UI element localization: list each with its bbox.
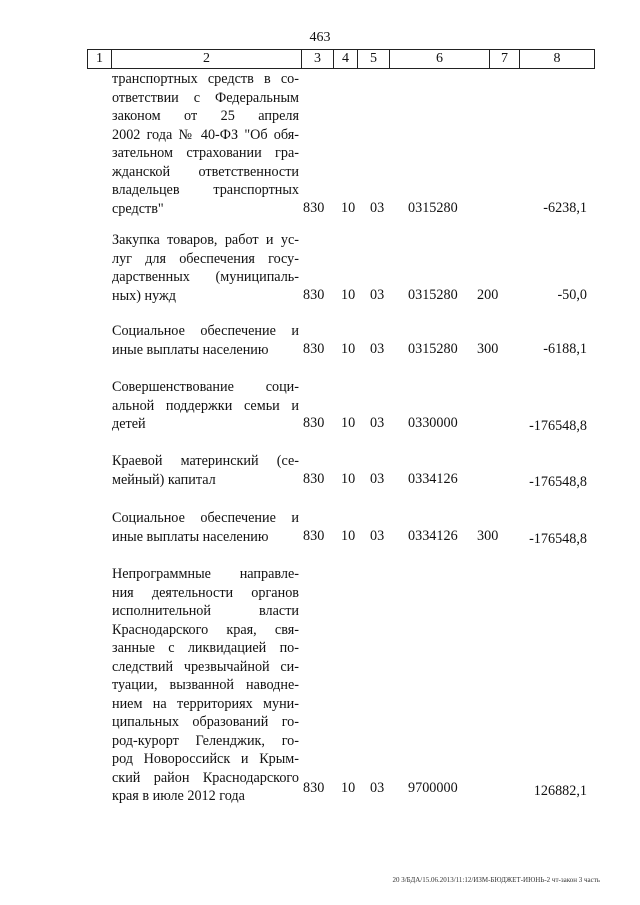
row-subsection-code: 10 — [341, 287, 356, 303]
header-col-6: 6 — [390, 50, 490, 68]
row-section-code: 830 — [303, 471, 325, 487]
description-line: транспортных средств в со- — [112, 71, 299, 87]
description-line: Краевой материнский (се- — [112, 453, 299, 469]
row-target-code: 0315280 — [408, 200, 458, 216]
row-amount: -50,0 — [557, 287, 587, 303]
row-amount: -176548,8 — [529, 418, 587, 434]
row-target-code: 0315280 — [408, 287, 458, 303]
description-line: Социальное обеспечение и — [112, 323, 299, 339]
description-line: Совершенствование соци- — [112, 379, 299, 395]
description-line: края в июле 2012 года — [112, 788, 245, 804]
header-col-4: 4 — [334, 50, 358, 68]
row-section-code: 830 — [303, 780, 325, 796]
description-line: род Новороссийск и Крым- — [112, 751, 299, 767]
row-description — [112, 322, 299, 359]
description-line: Закупка товаров, работ и ус- — [112, 232, 299, 248]
header-col-3: 3 — [302, 50, 334, 68]
description-line: род-курорт Геленджик, го- — [112, 732, 299, 749]
description-line: владельцев транспортных — [112, 182, 299, 198]
row-subsection-code: 10 — [341, 528, 356, 544]
description-line: детей — [112, 416, 146, 432]
row-amount: 126882,1 — [533, 783, 587, 799]
header-col-5: 5 — [358, 50, 390, 68]
row-expense-type: 300 — [477, 528, 499, 544]
row-description — [112, 509, 299, 546]
description-line: Социальное обеспечение и — [112, 510, 299, 526]
row-section-code: 830 — [303, 287, 325, 303]
row-expense-type: 200 — [477, 287, 499, 303]
row-section-code: 830 — [303, 341, 325, 357]
row-section-code: 830 — [303, 200, 325, 216]
header-col-8: 8 — [553, 51, 561, 66]
description-line: 2002 года № 40-ФЗ "Об обя- — [112, 126, 299, 143]
row-target-code: 0334126 — [408, 528, 458, 544]
row-target-code: 0334126 — [408, 471, 458, 487]
document-footer: 20 З/БДА/15.06.2013/11:12/ИЗМ-БЮДЖЕТ-ИЮНЬ-2 чт-закон 3 часть — [392, 876, 600, 884]
row-subsection-code: 10 — [341, 341, 356, 357]
row-description — [112, 565, 299, 806]
row-item-code: 03 — [370, 780, 385, 796]
row-item-code: 03 — [370, 200, 385, 216]
row-target-code: 0330000 — [408, 415, 458, 431]
row-description — [112, 70, 299, 218]
row-target-code: 0315280 — [408, 341, 458, 357]
description-line: занные с ликвидацией по- — [112, 640, 299, 656]
description-line: ципальных образований го- — [112, 714, 299, 730]
row-target-code: 9700000 — [408, 780, 458, 796]
row-amount: -6188,1 — [543, 341, 587, 357]
row-amount: -176548,8 — [529, 531, 587, 547]
page-number: 463 — [309, 30, 331, 45]
row-item-code: 03 — [370, 287, 385, 303]
row-subsection-code: 10 — [341, 471, 356, 487]
row-subsection-code: 10 — [341, 200, 356, 216]
description-line: иные выплаты населению — [112, 528, 269, 545]
row-description — [112, 378, 299, 434]
description-line: ных) нужд — [112, 287, 177, 304]
description-line: исполнительной власти — [112, 603, 299, 619]
description-line: ский район Краснодарского — [112, 769, 299, 786]
row-subsection-code: 10 — [341, 780, 356, 796]
row-item-code: 03 — [370, 528, 385, 544]
row-item-code: 03 — [370, 471, 385, 487]
row-item-code: 03 — [370, 415, 385, 431]
description-line: туации, вызванной наводне- — [112, 677, 299, 693]
row-amount: -6238,1 — [543, 200, 587, 216]
description-line: средств" — [112, 200, 164, 217]
description-line: Краснодарского края, свя- — [112, 621, 299, 638]
row-subsection-code: 10 — [341, 415, 356, 431]
row-description — [112, 452, 299, 489]
description-line: луг для обеспечения госу- — [112, 250, 299, 267]
description-line: ния деятельности органов — [112, 584, 299, 601]
row-expense-type: 300 — [477, 341, 499, 357]
table-header — [87, 49, 595, 69]
description-line: дарственных (муниципаль- — [112, 269, 299, 285]
description-line: мейный) капитал — [112, 471, 216, 488]
description-line: жданской ответственности — [112, 163, 299, 180]
row-section-code: 830 — [303, 415, 325, 431]
description-line: альной поддержки семьи и — [112, 397, 299, 414]
row-item-code: 03 — [370, 341, 385, 357]
row-section-code: 830 — [303, 528, 325, 544]
description-line: законом от 25 апреля — [112, 108, 299, 124]
description-line: зательном страховании гра- — [112, 145, 299, 161]
header-col-1: 1 — [88, 50, 112, 68]
description-line: следствий чрезвычайной си- — [112, 658, 299, 675]
description-line: ответствии с Федеральным — [112, 89, 299, 106]
description-line: Непрограммные направле- — [112, 566, 299, 582]
row-description — [112, 231, 299, 305]
description-line: нием на территориях муни- — [112, 695, 299, 712]
row-amount: -176548,8 — [529, 474, 587, 490]
header-col-7: 7 — [490, 50, 520, 68]
description-line: иные выплаты населению — [112, 341, 269, 358]
header-col-2: 2 — [112, 50, 302, 68]
